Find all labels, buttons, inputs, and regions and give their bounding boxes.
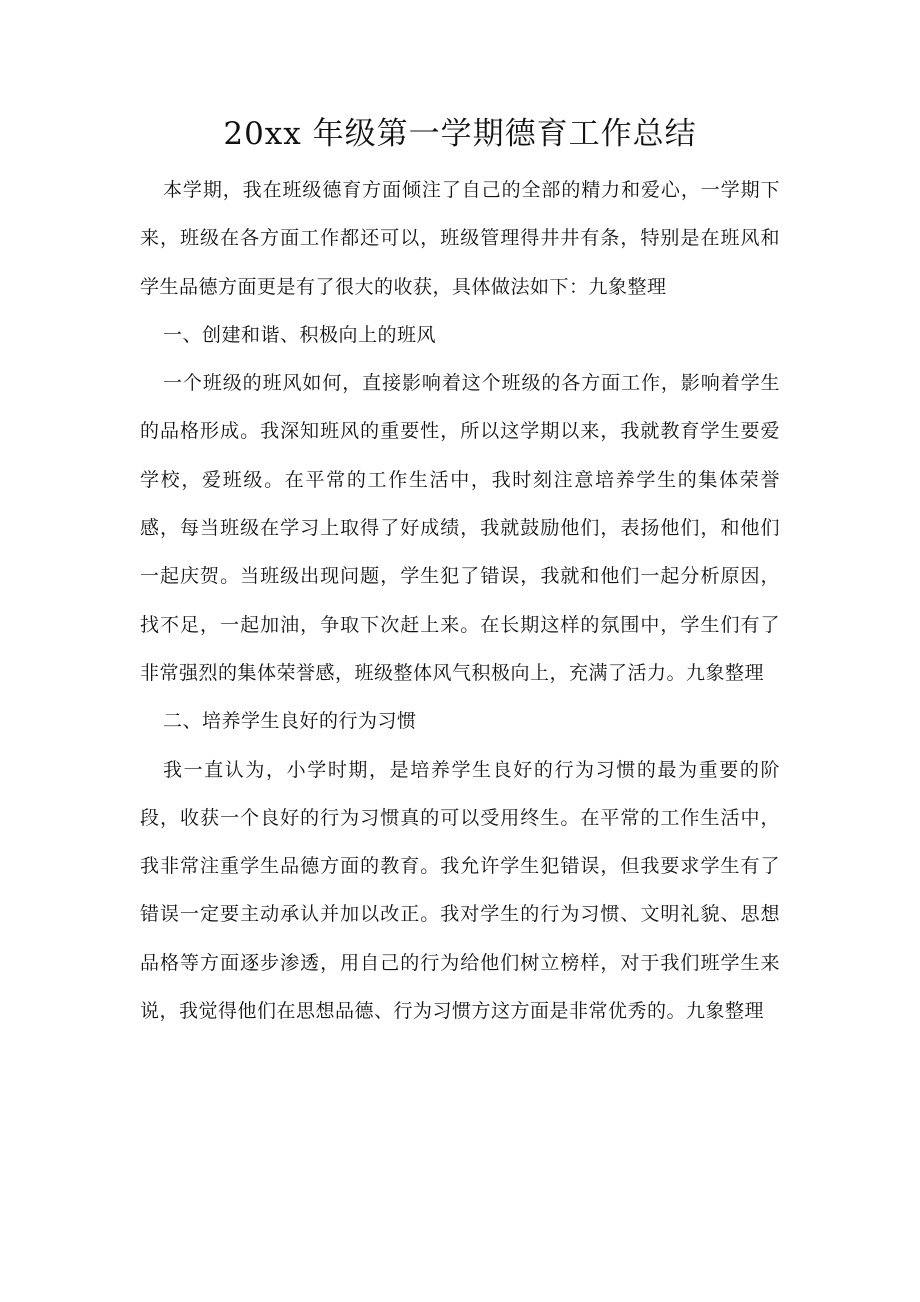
section-2-heading: 二、培养学生良好的行为习惯 [163, 710, 417, 733]
document-title: 20xx 年级第一学期德育工作总结 [223, 116, 697, 152]
section-1-paragraph: 一个班级的班风如何，直接影响着这个班级的各方面工作，影响着学生的品格形成。我深知班风的重要性，所以这学期以来，我就教育学生要爱学校，爱班级。在平常的工作生活中，我时刻注意培养学生的集体荣誉感，每当班级在学习上取得了好成绩，我就鼓励他们，表扬他们，和他们一起庆贺。当班级出现问题，学生犯了错误，我就和他们一起分析原因，找不足，一起加油，争取下次赶上来。在长期这样的氛围中，学生们有了非常强烈的集体荣誉感，班级整体风气积极向上，充满了活力。九象整理 [140, 372, 780, 684]
section-1-heading: 一、创建和谐、积极向上的班风 [163, 323, 437, 346]
section-2-paragraph: 我一直认为，小学时期，是培养学生良好的行为习惯的最为重要的阶段，收获一个良好的行为习惯真的可以受用终生。在平常的工作生活中，我非常注重学生品德方面的教育。我允许学生犯错误，但我要求学生有了错误一定要主动承认并加以改正。我对学生的行为习惯、文明礼貌、思想品格等方面逐步渗透，用自己的行为给他们树立榜样，对于我们班学生来说，我觉得他们在思想品德、行为习惯方这方面是非常优秀的。九象整理 [140, 758, 780, 1023]
intro-paragraph: 本学期，我在班级德育方面倾注了自己的全部的精力和爱心，一学期下来，班级在各方面工作都还可以，班级管理得井井有条，特别是在班风和学生品德方面更是有了很大的收获，具体做法如下：九象整理 [140, 179, 780, 298]
